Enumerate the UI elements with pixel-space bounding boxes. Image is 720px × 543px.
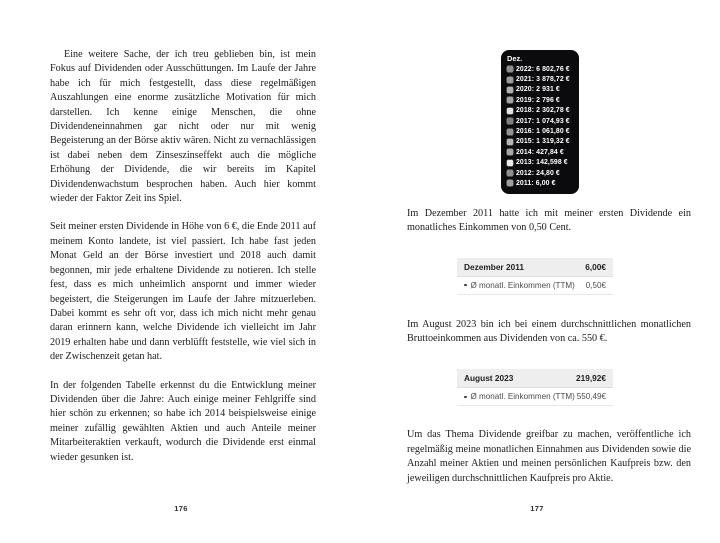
tooltip-entry-label: 2014: 427,84 € (516, 148, 564, 156)
tooltip-entry-label: 2020: 2 931 € (516, 86, 560, 94)
tooltip-entry-label: 2018: 2 302,78 € (516, 107, 570, 115)
table-header-label: Dezember 2011 (464, 261, 524, 272)
bullet-icon (464, 396, 467, 399)
tooltip-entry (507, 116, 573, 126)
legend-swatch-icon (507, 87, 513, 93)
tooltip-entry-label: 2015: 1 319,32 € (516, 138, 570, 146)
legend-swatch-icon (507, 108, 513, 114)
dividend-tooltip-box (501, 50, 579, 194)
table-header-value: 6,00€ (585, 261, 606, 272)
tooltip-entry (507, 64, 573, 74)
tooltip-entry-label: 2013: 142,598 € (516, 159, 568, 167)
table-header-row (457, 258, 613, 277)
right-page-text-column (407, 45, 691, 486)
paragraph: Seit meiner ersten Dividende in Höhe von 6 €, die Ende 2011 auf meinem Konto landete, ist viel passiert. Ich habe fast jeden Monat Geld an der Börse investiert und 2018 auch damit begonnen, mir jede erhaltene Dividende zu notieren. Ich stelle fest, dass es mich unheimlich anspornt und immer wieder begeistert, die Steigerungen im Laufe der Jahre mitzuerleben. Dabei kommt es sehr oft vor, dass ich mich nicht mehr genau daran erinnern kann, welche Dividende ich vielleicht im Jahr 2019 erhalten habe und dann verblüfft feststelle, wie viel sich in der Zwischenzeit getan hat. (50, 221, 316, 363)
legend-swatch-icon (507, 139, 513, 145)
table-row (457, 277, 613, 295)
tooltip-entry (507, 158, 573, 168)
table-row (457, 388, 613, 406)
tooltip-entry-label: 2021: 3 878,72 € (516, 76, 570, 84)
left-page-text-column (50, 48, 316, 479)
page-number-left: 176 (174, 504, 188, 513)
tooltip-entry (507, 85, 573, 95)
table-row-label-text: Ø monatl. Einkommen (TTM) (470, 280, 575, 290)
legend-swatch-icon (507, 180, 513, 186)
legend-swatch-icon (507, 97, 513, 103)
legend-swatch-icon (507, 66, 513, 72)
tooltip-entry (507, 106, 573, 116)
tooltip-entry-label: 2022: 6 802,76 € (516, 65, 570, 73)
legend-swatch-icon (507, 77, 513, 83)
legend-swatch-icon (507, 160, 513, 166)
table-row-label (464, 392, 575, 401)
tooltip-entry (507, 95, 573, 105)
paragraph: In der folgenden Tabelle erkennst du die Entwicklung meiner Dividenden über die Jahre: Auch einige meiner Fehlgriffe sind hier schön zu erkennen; so habe ich 2014 beispielsweise einige meiner zufällig gewählten Aktien und auch Anteile meiner Mitarbeiteraktien verkauft, wodurch die Dividende erst einmal wieder gesunken ist. (50, 379, 316, 463)
income-table-dezember-2011 (457, 258, 613, 295)
tooltip-entry (507, 137, 573, 147)
table-header-label: August 2023 (464, 373, 514, 384)
tooltip-entry (507, 147, 573, 157)
legend-swatch-icon (507, 170, 513, 176)
table-row-label-text: Ø monatl. Einkommen (TTM) (470, 392, 575, 402)
tooltip-month-header: Dez. (507, 54, 523, 63)
tooltip-entry (507, 168, 573, 178)
paragraph: Um das Thema Dividende greifbar zu machen, veröffentliche ich regelmäßig meine monatlichen Einnahmen aus Dividenden sowie die Anzahl meiner Aktien und meinen persönlichen Kaufpreis bzw. den jeweiligen durchschnittlichen Kaufpreis pro Aktie. (407, 429, 691, 484)
tooltip-entry-label: 2012: 24,80 € (516, 169, 560, 177)
paragraph: Im Dezember 2011 hatte ich mit meiner ersten Dividende ein monatliches Einkommen von 0,50 Cent. (407, 207, 691, 234)
tooltip-entry-label: 2019: 2 796 € (516, 96, 560, 104)
tooltip-entry (507, 126, 573, 136)
tooltip-entry-label: 2016: 1 061,80 € (516, 128, 570, 136)
income-table-august-2023 (457, 369, 613, 406)
tooltip-entry (507, 178, 573, 188)
tooltip-entry-label: 2017: 1 074,93 € (516, 117, 570, 125)
tooltip-entry (507, 74, 573, 84)
legend-swatch-icon (507, 129, 513, 135)
table-row-value: 550,49€ (576, 392, 606, 402)
paragraph: Eine weitere Sache, der ich treu geblieben bin, ist mein Fokus auf Dividenden oder Ausschüttungen. Im Laufe der Jahre habe ich für mich festgestellt, dass diese regelmäßigen Auszahlungen eine enorme zusätzliche Motivation für mich darstellen. Ich kenne einige Menschen, die ohne Dividendeneinnahmen gar nicht oder nur mit wenig Begeisterung an der Börse aktiv wären. Nicht zu vernachlässigen ist dabei neben dem Zinseszinseffekt auch die mögliche Erhöhung der Dividende, die wir bereits im Kapitel Dividendenwachstum besprochen haben. Auch hier kommt wieder der Faktor Zeit ins Spiel. (50, 49, 316, 205)
table-row-value: 0,50€ (585, 280, 606, 290)
table-header-row (457, 369, 613, 388)
bullet-icon (464, 284, 467, 287)
paragraph: Im August 2023 bin ich bei einem durchschnittlichen monatlichen Bruttoeinkommen aus Dividenden von ca. 550 €. (407, 318, 691, 344)
tooltip-entry-label: 2011: 6,00 € (516, 179, 556, 187)
table-row-label (464, 281, 575, 290)
page-number-right: 177 (530, 504, 544, 513)
table-header-value: 219,92€ (576, 373, 606, 384)
legend-swatch-icon (507, 149, 513, 155)
legend-swatch-icon (507, 118, 513, 124)
